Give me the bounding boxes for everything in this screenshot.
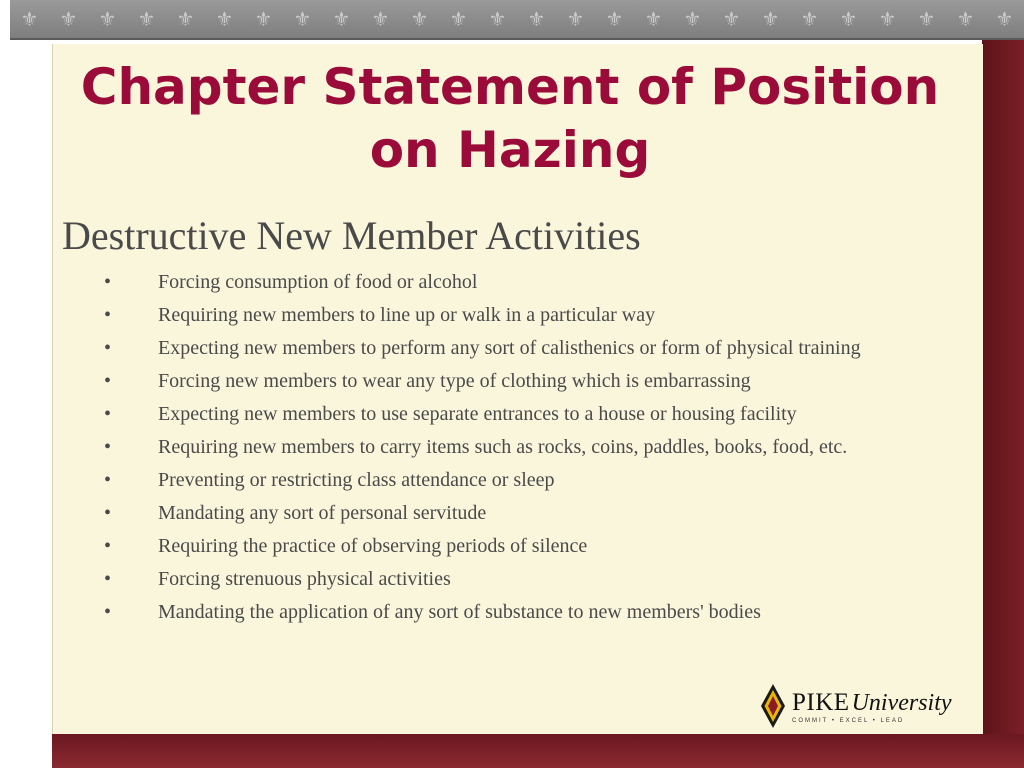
fleur-de-lis-icon: ⚜: [20, 7, 39, 31]
bullet-symbol: •: [104, 502, 112, 524]
bullet-text: Forcing consumption of food or alcohol: [158, 271, 478, 293]
bullet-text: Mandating any sort of personal servitude: [158, 502, 487, 524]
bullet-text: Requiring new members to carry items such as rocks, coins, paddles, books, food, etc.: [158, 436, 848, 458]
bullet-symbol: •: [104, 469, 112, 491]
fleur-de-lis-icon: ⚜: [683, 7, 702, 31]
bullet-item: [98, 335, 968, 361]
fleur-de-lis-icon: ⚜: [566, 7, 585, 31]
fleur-de-lis-icon: ⚜: [527, 7, 546, 31]
bullet-symbol: •: [104, 370, 112, 392]
bullet-item: [98, 500, 968, 526]
fleur-de-lis-icon: ⚜: [293, 7, 312, 31]
fleur-de-lis-icon: ⚜: [800, 7, 819, 31]
diamond-logo-icon: [760, 683, 786, 729]
bullet-symbol: •: [104, 601, 112, 623]
bullet-symbol: •: [104, 304, 112, 326]
fleur-de-lis-icon: ⚜: [839, 7, 858, 31]
bullet-symbol: •: [104, 403, 112, 425]
fleur-de-lis-icon: ⚜: [254, 7, 273, 31]
bullet-item: [98, 566, 968, 592]
fleur-de-lis-icon: ⚜: [761, 7, 780, 31]
fleur-de-lis-icon: ⚜: [176, 7, 195, 31]
fleur-de-lis-icon: ⚜: [332, 7, 351, 31]
fleur-de-lis-icon: ⚜: [917, 7, 936, 31]
logo-tagline: COMMIT • EXCEL • LEAD: [792, 717, 905, 724]
bullet-symbol: •: [104, 271, 112, 293]
bullet-text: Mandating the application of any sort of substance to new members' bodies: [158, 601, 761, 623]
fleur-de-lis-icon: ⚜: [410, 7, 429, 31]
fleur-de-lis-icon: ⚜: [878, 7, 897, 31]
bullet-item: [98, 599, 968, 625]
logo-brand-suffix: University: [851, 689, 952, 716]
bullet-list: [98, 269, 968, 632]
bullet-symbol: •: [104, 436, 112, 458]
fleur-de-lis-icon: ⚜: [215, 7, 234, 31]
fleur-de-lis-icon: ⚜: [59, 7, 78, 31]
bullet-text: Expecting new members to use separate entrances to a house or housing facility: [158, 403, 797, 425]
bullet-text: Requiring the practice of observing periods of silence: [158, 535, 588, 557]
bullet-text: Forcing new members to wear any type of clothing which is embarrassing: [158, 370, 751, 392]
bullet-item: [98, 467, 968, 493]
fleur-de-lis-icon: ⚜: [605, 7, 624, 31]
pike-university-logo: [760, 682, 975, 730]
bullet-item: [98, 269, 968, 295]
fleur-de-lis-icon: ⚜: [488, 7, 507, 31]
bullet-item: [98, 368, 968, 394]
fleur-de-lis-icon: ⚜: [371, 7, 390, 31]
fleur-de-lis-icon: ⚜: [995, 7, 1014, 31]
bullet-item: [98, 533, 968, 559]
fleur-de-lis-icon: ⚜: [137, 7, 156, 31]
fleur-de-lis-icon: ⚜: [449, 7, 468, 31]
bullet-item: [98, 434, 968, 460]
bullet-text: Requiring new members to line up or walk in a particular way: [158, 304, 656, 326]
logo-wordmark: [792, 689, 952, 724]
fleur-de-lis-icon: ⚜: [956, 7, 975, 31]
bullet-symbol: •: [104, 535, 112, 557]
logo-brand: PIKE: [792, 688, 850, 716]
bullet-symbol: •: [104, 568, 112, 590]
bullet-symbol: •: [104, 337, 112, 359]
slide-subtitle: Destructive New Member Activities: [62, 213, 641, 258]
right-decorative-band: [982, 40, 1024, 768]
bottom-decorative-band: [52, 734, 1024, 768]
fleur-de-lis-icon: ⚜: [98, 7, 117, 31]
slide-title: Chapter Statement of Position on Hazing: [80, 58, 940, 179]
bullet-text: Forcing strenuous physical activities: [158, 568, 451, 590]
bullet-text: Preventing or restricting class attendance or sleep: [158, 469, 555, 491]
fleur-de-lis-icon: ⚜: [722, 7, 741, 31]
bullet-item: [98, 302, 968, 328]
fleur-de-lis-icon: ⚜: [644, 7, 663, 31]
bullet-text: Expecting new members to perform any sort of calisthenics or form of physical training: [158, 337, 861, 359]
bullet-item: [98, 401, 968, 427]
logo-brand-line: [792, 689, 952, 717]
top-decorative-band: [10, 0, 1024, 40]
